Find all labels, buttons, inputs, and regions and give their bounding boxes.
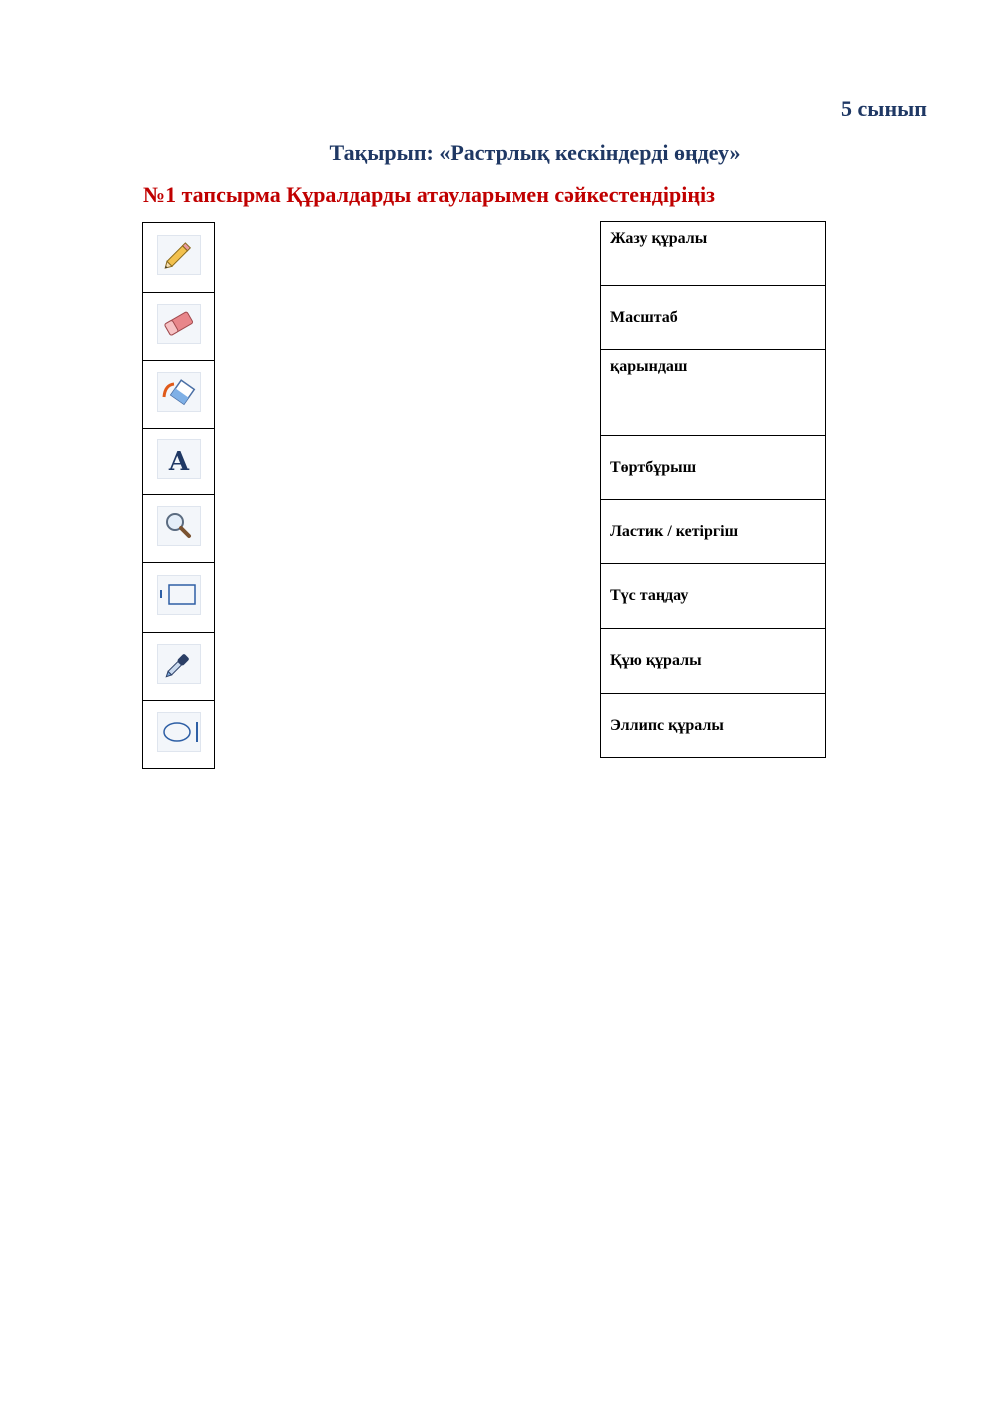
name-cell-pencil: қарындаш (601, 350, 826, 436)
eraser-icon[interactable] (157, 304, 201, 344)
name-cell-fill-tool: Құю құралы (601, 629, 826, 694)
svg-text:A: A (168, 447, 189, 477)
task-heading: №1 тапсырма Құралдарды атауларымен сәйкестендіріңіз (143, 182, 715, 207)
name-cell-writing-tool: Жазу құралы (601, 222, 826, 286)
name-cell-eraser: Ластик / кетіргіш (601, 500, 826, 564)
rectangle-icon[interactable] (157, 575, 201, 615)
magnifier-icon[interactable] (157, 506, 201, 546)
tool-cell (143, 293, 215, 361)
tool-names-table (600, 221, 826, 758)
grade-label: 5 сынып (841, 96, 927, 121)
color-picker-icon[interactable] (157, 644, 201, 684)
name-cell-color-picker: Түс таңдау (601, 564, 826, 629)
tool-cell (143, 563, 215, 633)
name-cell-rectangle: Төртбұрыш (601, 436, 826, 500)
tool-cell (143, 429, 215, 495)
ellipse-icon[interactable] (157, 712, 201, 752)
tool-cell (143, 701, 215, 769)
tool-cell (143, 633, 215, 701)
tool-cell (143, 223, 215, 293)
text-icon[interactable] (157, 439, 201, 479)
topic-title: Тақырып: «Растрлық кескіндерді өңдеу» (329, 140, 741, 165)
name-cell-ellipse: Эллипс құралы (601, 694, 826, 758)
tool-icons-table (142, 222, 215, 769)
tool-cell (143, 361, 215, 429)
pencil-icon[interactable] (157, 235, 201, 275)
fill-bucket-icon[interactable] (157, 372, 201, 412)
tool-cell (143, 495, 215, 563)
name-cell-zoom: Масштаб (601, 286, 826, 350)
